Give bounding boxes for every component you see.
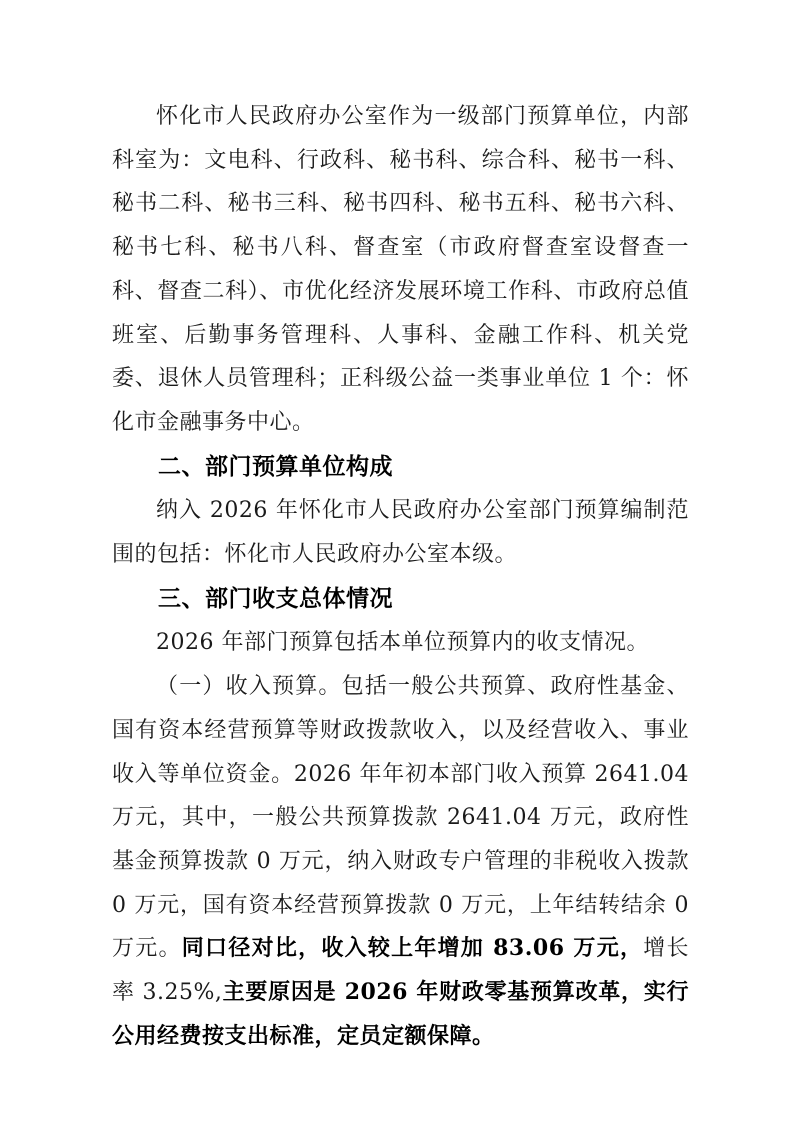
paragraph xyxy=(112,621,689,665)
paragraph xyxy=(112,95,689,445)
section-heading xyxy=(112,445,689,490)
paragraph xyxy=(112,489,689,576)
text-run: 2026 年部门预算包括本单位预算内的收支情况。 xyxy=(156,630,649,656)
text-run: 主要原因是 2026 年财政零基预算改革，实行公用经费按支出标准，定员定额保障。 xyxy=(112,979,689,1049)
paragraph xyxy=(112,665,689,1058)
section-heading xyxy=(112,577,689,622)
text-run: （一）收入预算。包括一般公共预算、政府性基金、国有资本经营预算等财政拨款收入，以及经营收入、事业收入等单位资金。2026 年年初本部门收入预算 2641.04 万元，其中，一般公共预算拨款 2641.04 万元，政府性基金预算拨款 0 万元，纳入财政专户管理的非税收入拨款 0 万元，国有资本经营预算拨款 0 万元，上年结转结余 0 万元。 xyxy=(112,674,689,962)
text-run: 怀化市人民政府办公室作为一级部门预算单位，内部科室为：文电科、行政科、秘书科、综合科、秘书一科、秘书二科、秘书三科、秘书四科、秘书五科、秘书六科、秘书七科、秘书八科、督查室（市政府督查室设督查一科、督查二科）、市优化经济发展环境工作科、市政府总值班室、后勤事务管理科、人事科、金融工作科、机关党委、退休人员管理科；正科级公益一类事业单位 1 个：怀化市金融事务中心。 xyxy=(112,104,689,435)
text-run: 纳入 2026 年怀化市人民政府办公室部门预算编制范围的包括：怀化市人民政府办公室本级。 xyxy=(112,498,689,568)
document-body xyxy=(112,95,689,1058)
text-run: 三、部门收支总体情况 xyxy=(158,584,393,612)
text-run: 增长率 3.25%, xyxy=(112,936,689,1006)
text-run: 同口径对比，收入较上年增加 83.06 万元， xyxy=(181,935,644,962)
text-run: 二、部门预算单位构成 xyxy=(158,452,393,480)
